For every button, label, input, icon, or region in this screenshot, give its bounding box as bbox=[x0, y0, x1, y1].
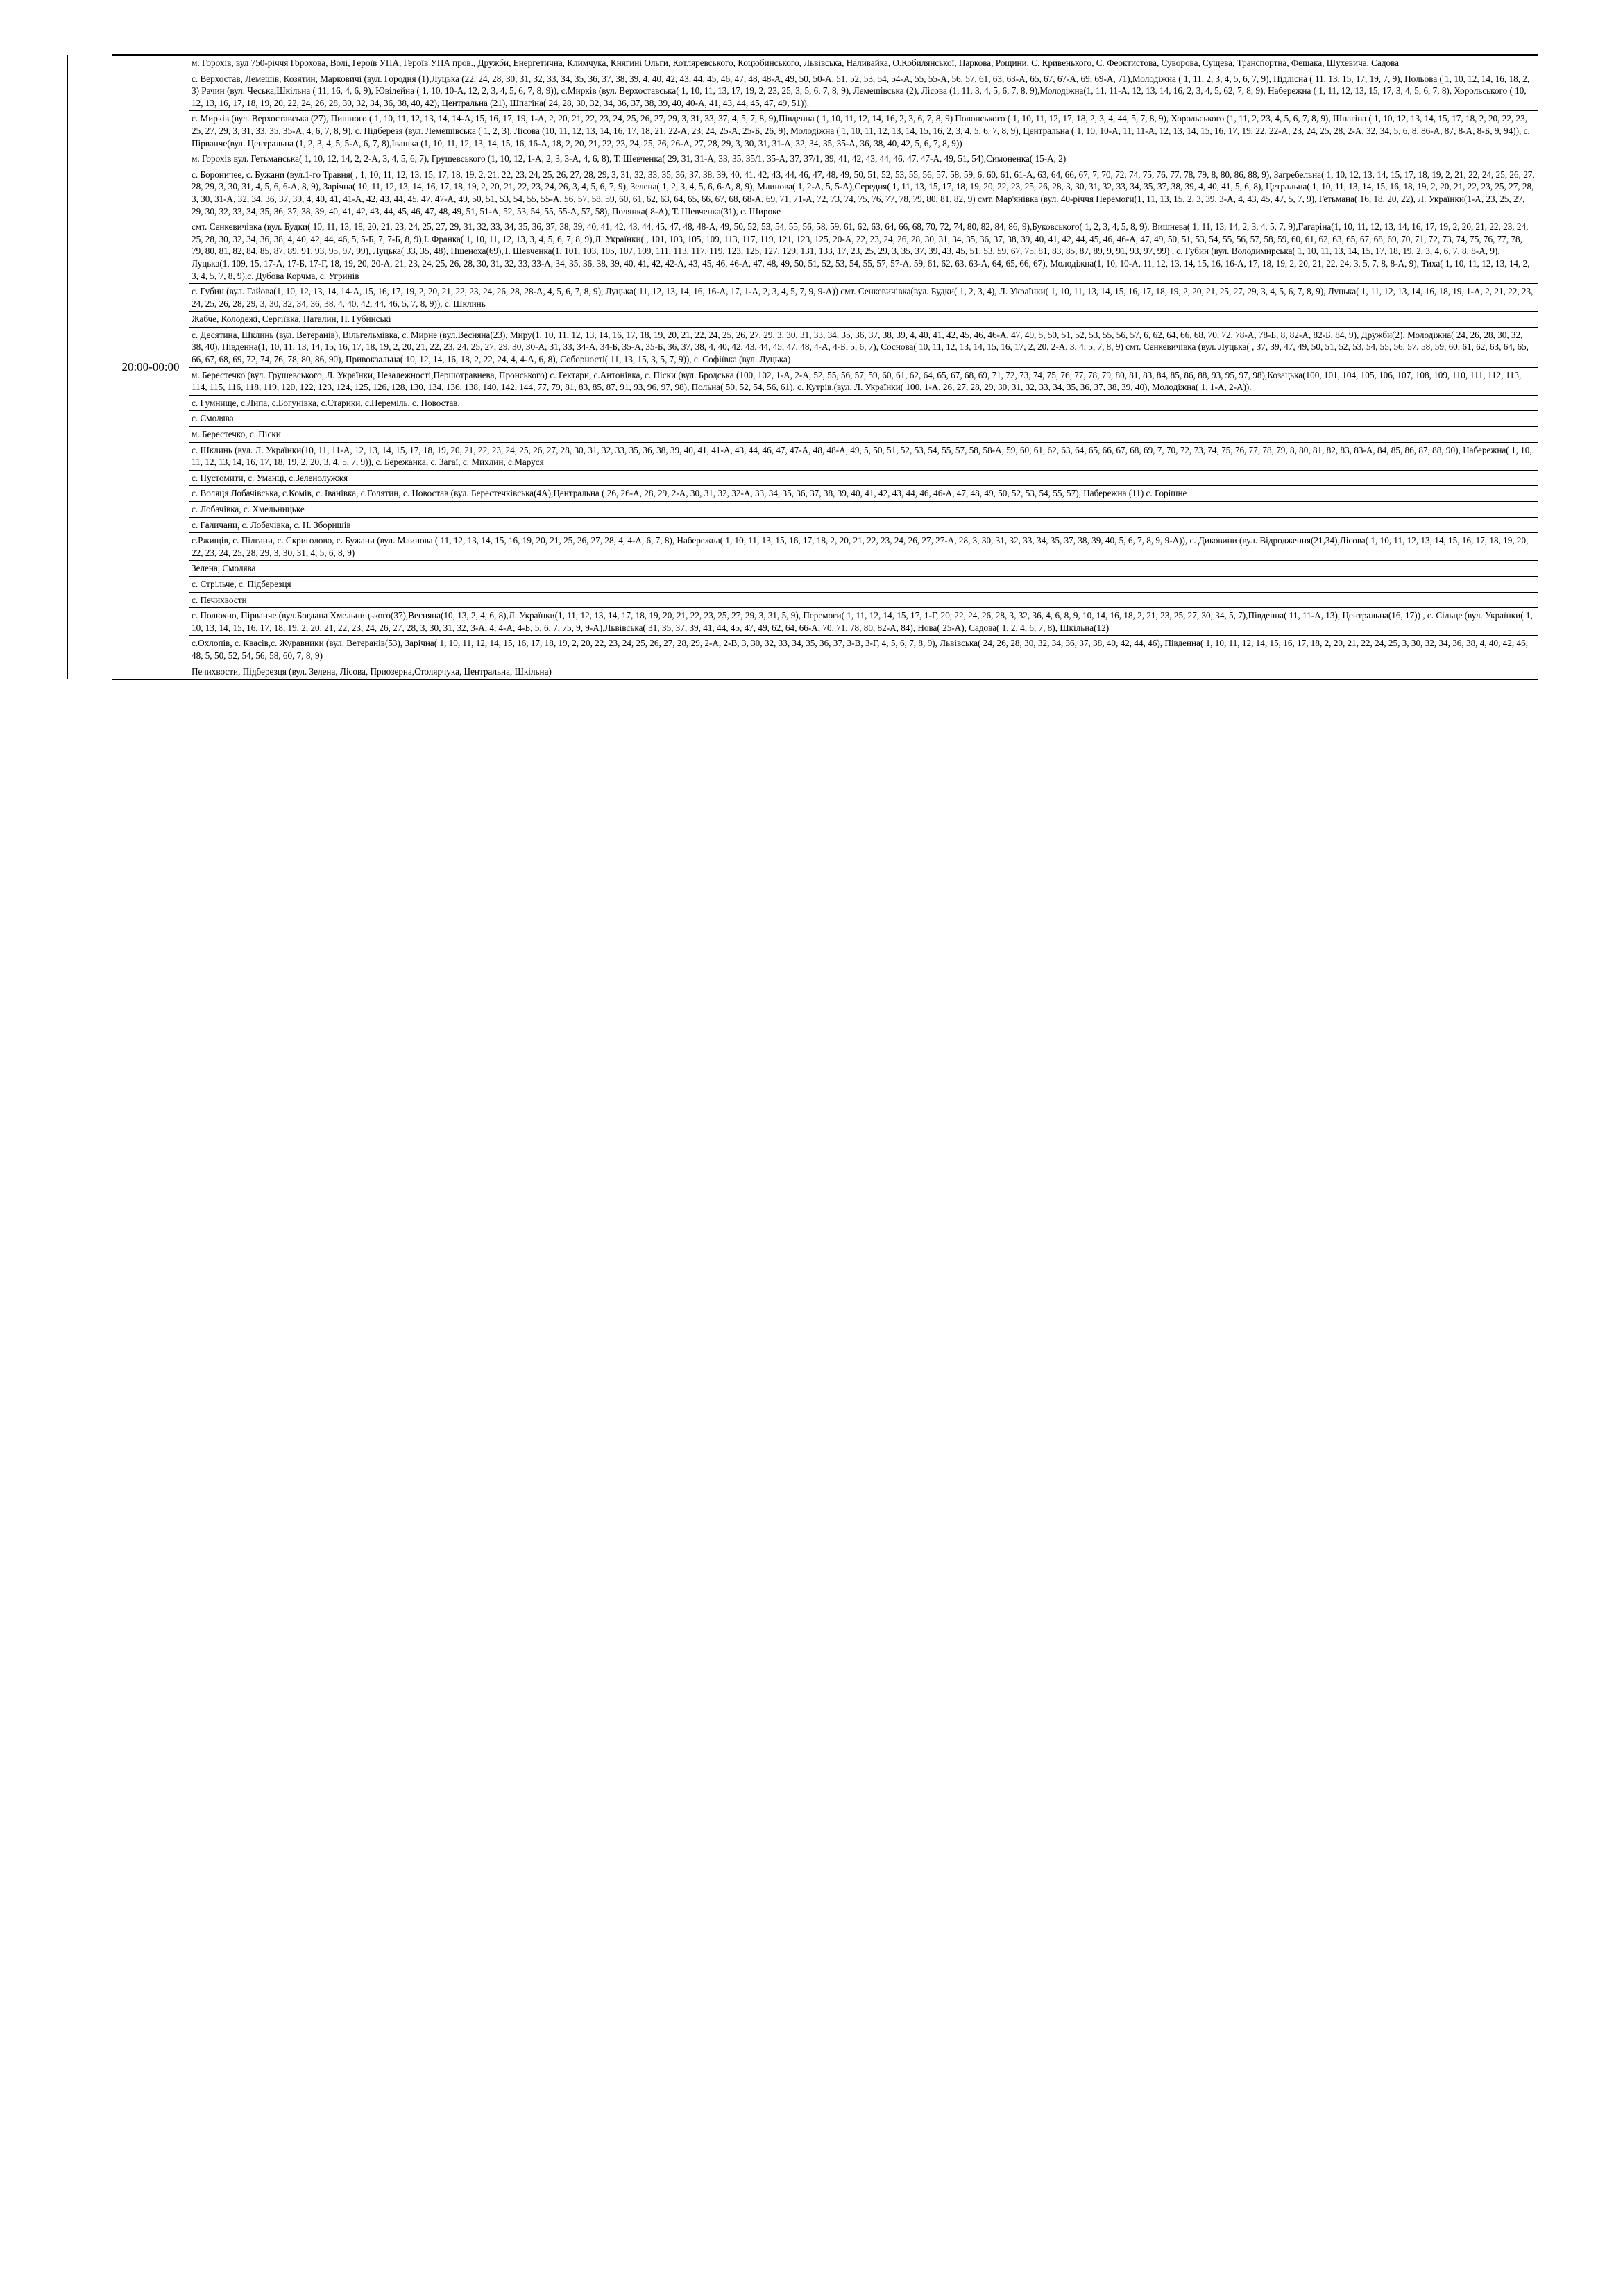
table-row bbox=[68, 470, 1538, 486]
locality-cell: с. Печихвости bbox=[189, 592, 1538, 608]
table-row bbox=[68, 395, 1538, 411]
locality-cell: с. Мирків (вул. Верхоставська (27), Пишного ( 1, 10, 11, 12, 13, 14, 14-А, 15, 16, 17, 19, 1-А, 2, 20, 21, 22, 23, 24, 25, 26, 27, 29, 3, 31, 33, 37, 4, 5, 7, 8, 9),Південна ( 1, 10, 11, 12, 14, 16, 2, 3, 6, 7, 8, 9) Полонського ( 1, 10, 11, 12, 17, 18, 2, 3, 4, 44, 5, 7, 8, 9), Хорольського (1, 11, 2, 23, 4, 5, 6, 7, 8, 9), Шпагіна ( 1, 10, 12, 13, 14, 15, 17, 18, 2, 20, 22, 23, 25, 27, 29, 3, 31, 33, 35, 35-А, 4, 6, 7, 8, 9), с. Підберезя (вул. Лемешівська ( 1, 2, 3), Лісова (10, 11, 12, 13, 14, 16, 17, 18, 21, 22-А, 23, 24, 25-А, 25-Б, 26, 9), Молодіжна ( 1, 10, 11, 12, 13, 14, 15, 16, 2, 3, 4, 5, 6, 7, 8, 9), Центральна ( 1, 10, 10-А, 11, 11-А, 12, 13, 14, 15, 16, 17, 19, 22, 22-А, 23, 24, 25, 28, 2-А, 32, 34, 5, 6, 8, 86-А, 87, 8-А, 8-Б, 9, 94)), с. Пірванче(вул. Центральна (1, 2, 3, 4, 5, 5-А, 6, 7, 8),Івашка (1, 10, 11, 12, 13, 14, 15, 16, 16-А, 18, 2, 20, 21, 22, 23, 24, 25, 26, 26-А, 27, 28, 29, 3, 30, 31, 31-А, 32, 34, 35, 35-А, 36, 38, 40, 42, 5, 6, 7, 8, 9)) bbox=[189, 111, 1538, 151]
locality-cell: с. Полюхно, Пірванче (вул.Богдана Хмельницького(37),Весняна(10, 13, 2, 4, 6, 8),Л. Українки(1, 11, 12, 13, 14, 17, 18, 19, 20, 21, 22, 23, 25, 27, 29, 3, 31, 5, 9), Перемоги( 1, 11, 12, 14, 15, 17, 1-Г, 20, 22, 24, 26, 28, 3, 32, 36, 4, 6, 8, 9, 10, 14, 16, 18, 2, 21, 23, 25, 27, 30, 34, 5, 7),Південна( 11, 11-А, 13), Центральна(16, 17)) , с. Сільце (вул. Українки( 1, 10, 13, 14, 15, 16, 17, 18, 19, 2, 20, 21, 22, 23, 24, 26, 27, 28, 3, 30, 31, 32, 3-А, 4, 4-А, 4-Б, 5, 6, 7, 75, 9, 9-А),Львівська( 31, 35, 37, 39, 41, 44, 45, 47, 49, 62, 64, 66-А, 70, 71, 78, 80, 82-А, 84), Нова( 25-А), Садова( 1, 2, 4, 6, 7, 8), Шкільна(12) bbox=[189, 608, 1538, 636]
locality-cell: с. Шклинь (вул. Л. Українки(10, 11, 11-А, 12, 13, 14, 15, 17, 18, 19, 20, 21, 22, 23, 24, 25, 26, 27, 28, 30, 31, 32, 33, 35, 36, 38, 39, 40, 41, 41-А, 43, 44, 46, 47, 47-А, 48, 48-А, 49, 5, 50, 51, 52, 53, 54, 55, 57, 58, 58-А, 59, 60, 61, 62, 63, 64, 65, 66, 67, 68, 69, 7, 70, 72, 73, 74, 75, 76, 77, 78, 79, 8, 80, 81, 82, 83, 83-А, 84, 85, 86, 87, 88, 90), Набережна( 1, 10, 11, 12, 13, 14, 16, 17, 18, 19, 2, 20, 3, 4, 5, 7, 9)), с. Бережанка, с. Загаї, с. Михлин, с.Маруся bbox=[189, 442, 1538, 470]
locality-cell: Печихвости, Підберезця (вул. Зелена, Лісова, Приозерна,Столярчука, Центральна, Шкільна) bbox=[189, 664, 1538, 679]
table-row bbox=[68, 151, 1538, 167]
locality-cell: смт. Сенкевичівка (вул. Будки( 10, 11, 13, 18, 20, 21, 23, 24, 25, 27, 29, 31, 32, 33, 34, 35, 36, 37, 38, 39, 40, 41, 42, 43, 44, 45, 47, 48, 48-А, 49, 50, 52, 53, 54, 55, 56, 58, 59, 61, 62, 63, 64, 66, 68, 70, 72, 74, 80, 82, 84, 86, 9),Буковського( 1, 2, 3, 4, 5, 8, 9), Вишнева( 1, 11, 13, 14, 2, 3, 4, 5, 7, 9),Гагаріна(1, 10, 11, 12, 13, 14, 16, 17, 19, 2, 20, 21, 22, 23, 24, 25, 28, 30, 32, 34, 36, 38, 4, 40, 42, 44, 46, 5, 5-Б, 7, 7-Б, 8, 9),І. Франка( 1, 10, 11, 12, 13, 3, 4, 5, 6, 7, 8, 9),Л. Українки( , 101, 103, 105, 109, 113, 117, 119, 121, 123, 125, 20-А, 22, 23, 24, 26, 28, 30, 31, 34, 35, 36, 37, 38, 39, 40, 41, 42, 44, 45, 46, 46-А, 47, 49, 50, 51, 53, 54, 55, 56, 57, 58, 59, 60, 61, 62, 63, 65, 67, 68, 69, 70, 71, 72, 73, 74, 75, 76, 77, 78, 79, 80, 81, 82, 84, 85, 87, 89, 91, 93, 95, 97, 99), Луцька( 33, 35, 48), Пшеноха(69),Т. Шевченка(1, 101, 103, 105, 107, 109, 111, 113, 117, 119, 123, 125, 127, 129, 131, 133, 17, 23, 25, 29, 3, 35, 37, 39, 43, 45, 51, 53, 59, 67, 75, 81, 83, 85, 87, 89, 9, 91, 93, 97, 99) , с. Губин (вул. Володимирська( 1, 10, 11, 13, 14, 15, 17, 18, 19, 2, 3, 4, 6, 7, 8, 8-А, 9), Луцька(1, 109, 15, 17-А, 17-Б, 17-Г, 18, 19, 20, 20-А, 21, 23, 24, 25, 26, 28, 30, 31, 32, 33, 33-А, 34, 35, 36, 38, 39, 40, 41, 42, 42-А, 43, 45, 46, 46-А, 47, 48, 49, 50, 51, 52, 53, 54, 55, 57, 57-А, 59, 61, 62, 63, 63-А, 64, 65, 66, 67), Молодіжна(1, 10, 10-А, 11, 12, 13, 14, 15, 16, 16-А, 17, 18, 19, 2, 20, 21, 22, 24, 3, 5, 7, 8, 8-А, 9), Тиха( 1, 10, 11, 12, 13, 14, 2, 3, 4, 5, 7, 8, 9),с. Дубова Корчма, с. Угринів bbox=[189, 219, 1538, 284]
locality-cell: с.Охлопів, с. Квасів,с. Журавники (вул. Ветеранів(53), Зарічна( 1, 10, 11, 12, 14, 15, 16, 17, 18, 19, 2, 20, 22, 23, 24, 25, 26, 27, 28, 29, 2-А, 2-В, 3, 30, 32, 33, 34, 35, 36, 37, 3-В, 3-Г, 4, 5, 6, 7, 8, 9), Львівська( 24, 26, 28, 30, 32, 34, 36, 37, 38, 40, 42, 44, 46), Південна( 1, 10, 11, 12, 14, 15, 16, 17, 18, 2, 20, 21, 22, 24, 25, 3, 30, 32, 34, 36, 38, 4, 40, 42, 46, 48, 5, 50, 52, 54, 56, 58, 60, 7, 8, 9) bbox=[189, 636, 1538, 664]
table-row bbox=[68, 111, 1538, 151]
table-row bbox=[68, 608, 1538, 636]
table-row bbox=[68, 576, 1538, 592]
schedule-table bbox=[67, 54, 1538, 680]
time-interval-cell: 20:00-00:00 bbox=[112, 55, 189, 679]
table-row bbox=[68, 312, 1538, 328]
table-row bbox=[68, 167, 1538, 219]
table-row bbox=[68, 664, 1538, 679]
locality-cell: Зелена, Смолява bbox=[189, 561, 1538, 577]
locality-cell: с. Смолява bbox=[189, 411, 1538, 427]
table-row bbox=[68, 517, 1538, 533]
locality-cell: м. Горохів, вул 750-річчя Горохова, Волі, Героїв УПА, Героїв УПА пров., Дружби, Енергетична, Климчука, Княгині Ольги, Котляревського, Коцюбинського, Львівська, Наливайка, О.Кобилянської, Паркова, Рощини, С. Кривенького, С. Феоктистова, Суворова, Сущева, Транспортна, Фещака, Шухевича, Садова bbox=[189, 55, 1538, 71]
locality-cell: м. Горохів вул. Гетьманська( 1, 10, 12, 14, 2, 2-А, 3, 4, 5, 6, 7), Грушевського (1, 10, 12, 1-А, 2, 3, 3-А, 4, 6, 8), Т. Шевченка( 29, 31, 31-А, 33, 35, 35/1, 35-А, 37, 37/1, 39, 41, 42, 43, 44, 46, 47, 47-А, 49, 51, 54),Симоненка( 15-А, 2) bbox=[189, 151, 1538, 167]
locality-cell: с. Десятина, Шклинь (вул. Ветеранів), Вільгельмівка, с. Мирне (вул.Весняна(23), Миру(1, 10, 11, 12, 13, 14, 16, 17, 18, 19, 20, 21, 22, 24, 25, 26, 27, 29, 3, 30, 31, 33, 34, 35, 36, 37, 38, 39, 4, 40, 41, 42, 45, 46, 46-А, 47, 49, 5, 50, 51, 52, 53, 55, 56, 57, 6, 62, 64, 66, 68, 70, 72, 78-А, 78-Б, 8, 82-А, 82-Б, 84, 9), Дружби(2), Молодіжна( 24, 26, 28, 30, 32, 38, 40), Південна(1, 10, 11, 13, 14, 15, 16, 17, 18, 19, 2, 20, 21, 22, 23, 24, 25, 27, 29, 30, 30-А, 31, 33, 34-А, 34-Б, 35-А, 35-Б, 36, 37, 38, 4, 40, 42, 43, 44, 45, 47, 48, 4-А, 4-Б, 5, 6, 7), Соснова( 10, 11, 12, 13, 14, 15, 16, 17, 2, 20, 2-А, 3, 4, 5, 7, 8, 9) смт. Сенкевичівка (вул. Луцька( , 37, 39, 47, 49, 50, 51, 52, 53, 54, 55, 56, 57, 58, 59, 60, 61, 62, 63, 64, 65, 66, 67, 68, 69, 72, 74, 76, 78, 80, 86, 90), Привокзальна( 10, 12, 14, 16, 18, 2, 22, 24, 4, 4-А, 6, 8), Соборності( 11, 13, 15, 3, 5, 7, 9)), с. Софіївка (вул. Луцька) bbox=[189, 327, 1538, 367]
table-row bbox=[68, 71, 1538, 111]
locality-cell: с. Бороничее, с. Бужани (вул.1-го Травня( , 1, 10, 11, 12, 13, 15, 17, 18, 19, 2, 21, 22, 23, 24, 25, 26, 27, 28, 29, 3, 31, 32, 33, 35, 36, 37, 38, 39, 40, 41, 42, 43, 44, 46, 47, 48, 49, 50, 51, 52, 53, 55, 56, 57, 58, 59, 6, 60, 61, 61-А, 63, 64, 66, 67, 7, 70, 72, 74, 75, 76, 77, 78, 79, 8, 80, 86, 88, 9), Загребельна( 1, 10, 12, 13, 14, 15, 17, 18, 19, 2, 21, 22, 24, 25, 26, 27, 28, 29, 3, 30, 31, 4, 5, 6, 6-А, 8, 9), Зарічна( 10, 11, 12, 13, 14, 16, 17, 18, 19, 2, 20, 21, 22, 23, 24, 26, 3, 4, 5, 6, 7, 9), Зелена( 1, 2, 3, 4, 5, 6, 6-А, 8, 9), Млинова( 1, 2-А, 5, 5-А),Середня( 1, 11, 13, 15, 17, 18, 19, 20, 22, 23, 25, 26, 28, 3, 30, 31, 32, 33, 34, 35, 37, 38, 39, 4, 40, 41, 5, 6, 8), Цетральна( 1, 10, 11, 13, 14, 15, 16, 18, 19, 2, 20, 21, 22, 23, 25, 27, 28, 3, 30, 31-А, 32, 34, 36, 37, 39, 4, 40, 41, 41-А, 42, 43, 44, 45, 47, 47-А, 49, 50, 51, 53, 54, 55, 55-А, 56, 57, 58, 59, 60, 61, 62, 63, 64, 65, 66, 67, 68, 68-А, 69, 71, 71-А, 72, 73, 74, 75, 76, 77, 78, 79, 80, 81, 82, 9) смт. Мар'янівка (вул. 40-річчя Перемоги(1, 11, 13, 15, 2, 3, 39, 3-А, 4, 43, 45, 47, 5, 7, 9), Гетьмана( 16, 18, 20, 22), Л. Українки(1-А, 23, 25, 27, 29, 30, 32, 33, 34, 35, 36, 37, 38, 39, 40, 41, 42, 43, 44, 45, 46, 47, 48, 49, 51, 51-А, 52, 53, 54, 55, 55-А, 57, 58), Полянка( 8-А), Т. Шевченка(31), с. Широке bbox=[189, 167, 1538, 219]
table-row bbox=[68, 636, 1538, 664]
locality-cell: с. Верхостав, Лемешів, Козятин, Марковичі (вул. Городня (1),Луцька (22, 24, 28, 30, 31, 32, 33, 34, 35, 36, 37, 38, 39, 4, 40, 42, 43, 44, 45, 46, 47, 48, 48-А, 49, 50, 50-А, 51, 52, 53, 54, 54-А, 55, 55-А, 56, 57, 61, 63, 63-А, 65, 67, 67-А, 69, 69-А, 71),Молодіжна ( 1, 11, 2, 3, 4, 5, 6, 7, 9), Підлісна ( 11, 13, 15, 17, 19, 7, 9), Польова ( 1, 10, 12, 14, 16, 18, 2, 3) Рачин (вул. Чеська,Шкільна ( 11, 16, 4, 6, 9), Ювілейна ( 1, 10, 10-А, 12, 2, 3, 4, 5, 6, 7, 8, 9)), с.Мирків (вул. Верхоставська( 1, 10, 11, 13, 17, 19, 2, 23, 25, 3, 5, 6, 7, 8, 9), Лемешівська (2), Лісова (1, 11, 3, 4, 5, 6, 7, 8, 9),Молодіжна(1, 11, 11-А, 12, 13, 14, 16, 2, 3, 4, 5, 62, 7, 8, 9), Набережна ( 1, 11, 12, 13, 15, 17, 3, 4, 5, 6, 7, 8), Хорольського ( 10, 12, 13, 16, 17, 18, 19, 20, 22, 24, 26, 28, 30, 32, 34, 36, 38, 40, 42), Центральна (21), Шпагіна( 24, 28, 30, 32, 34, 36, 37, 38, 39, 40, 40-А, 41, 43, 44, 45, 47, 49, 51)). bbox=[189, 71, 1538, 111]
locality-cell: с. Пустомити, с. Уманці, с.Зеленолужжя bbox=[189, 470, 1538, 486]
locality-cell: с.Ржищів, с. Пілгани, с. Скриголово, с. Бужани (вул. Млинова ( 11, 12, 13, 14, 15, 16, 19, 20, 21, 25, 26, 27, 28, 4, 4-А, 6, 7, 8), Набережна( 1, 10, 11, 13, 15, 16, 17, 18, 2, 20, 21, 22, 23, 24, 26, 27, 27-А, 28, 3, 30, 31, 32, 33, 34, 35, 37, 38, 39, 40, 5, 6, 7, 8, 9, 9-А)), с. Диковини (вул. Відродження(21,34),Лісова( 1, 10, 11, 12, 13, 14, 15, 16, 17, 18, 19, 20, 22, 23, 24, 25, 28, 29, 3, 30, 31, 4, 5, 6, 8, 9) bbox=[189, 533, 1538, 561]
table-row bbox=[68, 533, 1538, 561]
locality-cell: с. Стрільче, с. Підберезця bbox=[189, 576, 1538, 592]
table-row bbox=[68, 367, 1538, 395]
table-row bbox=[68, 427, 1538, 443]
locality-cell: Жабче, Колодежі, Сергіївка, Наталин, Н. Губинські bbox=[189, 312, 1538, 328]
table-row bbox=[68, 592, 1538, 608]
table-row bbox=[68, 55, 1538, 71]
table-row bbox=[68, 219, 1538, 284]
table-row bbox=[68, 411, 1538, 427]
locality-cell: с. Губин (вул. Гайова(1, 10, 12, 13, 14, 14-А, 15, 16, 17, 19, 2, 20, 21, 22, 23, 24, 26, 28, 28-А, 4, 5, 6, 7, 8, 9), Луцька( 11, 12, 13, 14, 16, 16-А, 17, 1-А, 2, 3, 4, 5, 7, 9, 9-А)) смт. Сенкевичівка(вул. Будки( 1, 2, 3, 4), Л. Українки( 1, 10, 11, 13, 14, 15, 16, 17, 18, 19, 2, 20, 21, 25, 27, 29, 3, 4, 5, 6, 7, 8, 9), Луцька( 1, 11, 12, 13, 14, 16, 18, 19, 1-А, 2, 21, 22, 23, 24, 25, 26, 28, 29, 3, 30, 32, 34, 36, 38, 4, 40, 42, 44, 46, 5, 7, 8, 9)), с. Шклинь bbox=[189, 284, 1538, 312]
table-row bbox=[68, 502, 1538, 518]
table-row bbox=[68, 327, 1538, 367]
table-row bbox=[68, 486, 1538, 502]
locality-cell: с. Воляця Лобачівська, с.Комів, с. Іванівка, с.Голятин, с. Новостав (вул. Берестечківська(4А),Центральна ( 26, 26-А, 28, 29, 2-А, 30, 31, 32, 32-А, 33, 34, 35, 36, 37, 38, 39, 40, 41, 42, 43, 44, 46, 46-А, 47, 48, 49, 50, 52, 53, 54, 55, 57), Набережна (11) с. Горішне bbox=[189, 486, 1538, 502]
locality-cell: м. Берестечко, с. Піски bbox=[189, 427, 1538, 443]
blank-column-cell bbox=[68, 55, 112, 679]
table-row bbox=[68, 561, 1538, 577]
table-row bbox=[68, 284, 1538, 312]
locality-cell: с. Галичани, с. Лобачівка, с. Н. Зборишів bbox=[189, 517, 1538, 533]
locality-cell: с. Лобачівка, с. Хмельницьке bbox=[189, 502, 1538, 518]
table-row bbox=[68, 442, 1538, 470]
schedule-table-body bbox=[68, 55, 1538, 679]
locality-cell: м. Берестечко (вул. Грушевського, Л. Українки, Незалежності,Першотравнева, Пронського) с. Гектари, с.Антонівка, с. Піски (вул. Бродська (100, 102, 1-А, 2-А, 52, 55, 56, 57, 59, 60, 61, 62, 64, 65, 67, 68, 69, 71, 72, 73, 74, 75, 76, 77, 78, 79, 80, 81, 83, 84, 85, 86, 88, 93, 95, 97, 98),Козацька(100, 101, 104, 105, 106, 107, 108, 109, 110, 111, 112, 113, 114, 115, 116, 118, 119, 120, 122, 123, 124, 125, 126, 128, 130, 134, 136, 138, 140, 142, 144, 77, 79, 81, 83, 85, 87, 91, 93, 96, 97, 98), Польна( 50, 52, 54, 56, 61), с. Кутрів.(вул. Л. Українки( 100, 1-А, 26, 27, 28, 29, 30, 31, 32, 33, 34, 35, 36, 37, 38, 39, 40), Молодіжна( 1, 1-А, 2-А)). bbox=[189, 367, 1538, 395]
locality-cell: с. Гумнище, с.Липа, с.Богунівка, с.Старики, с.Переміль, с. Новостав. bbox=[189, 395, 1538, 411]
